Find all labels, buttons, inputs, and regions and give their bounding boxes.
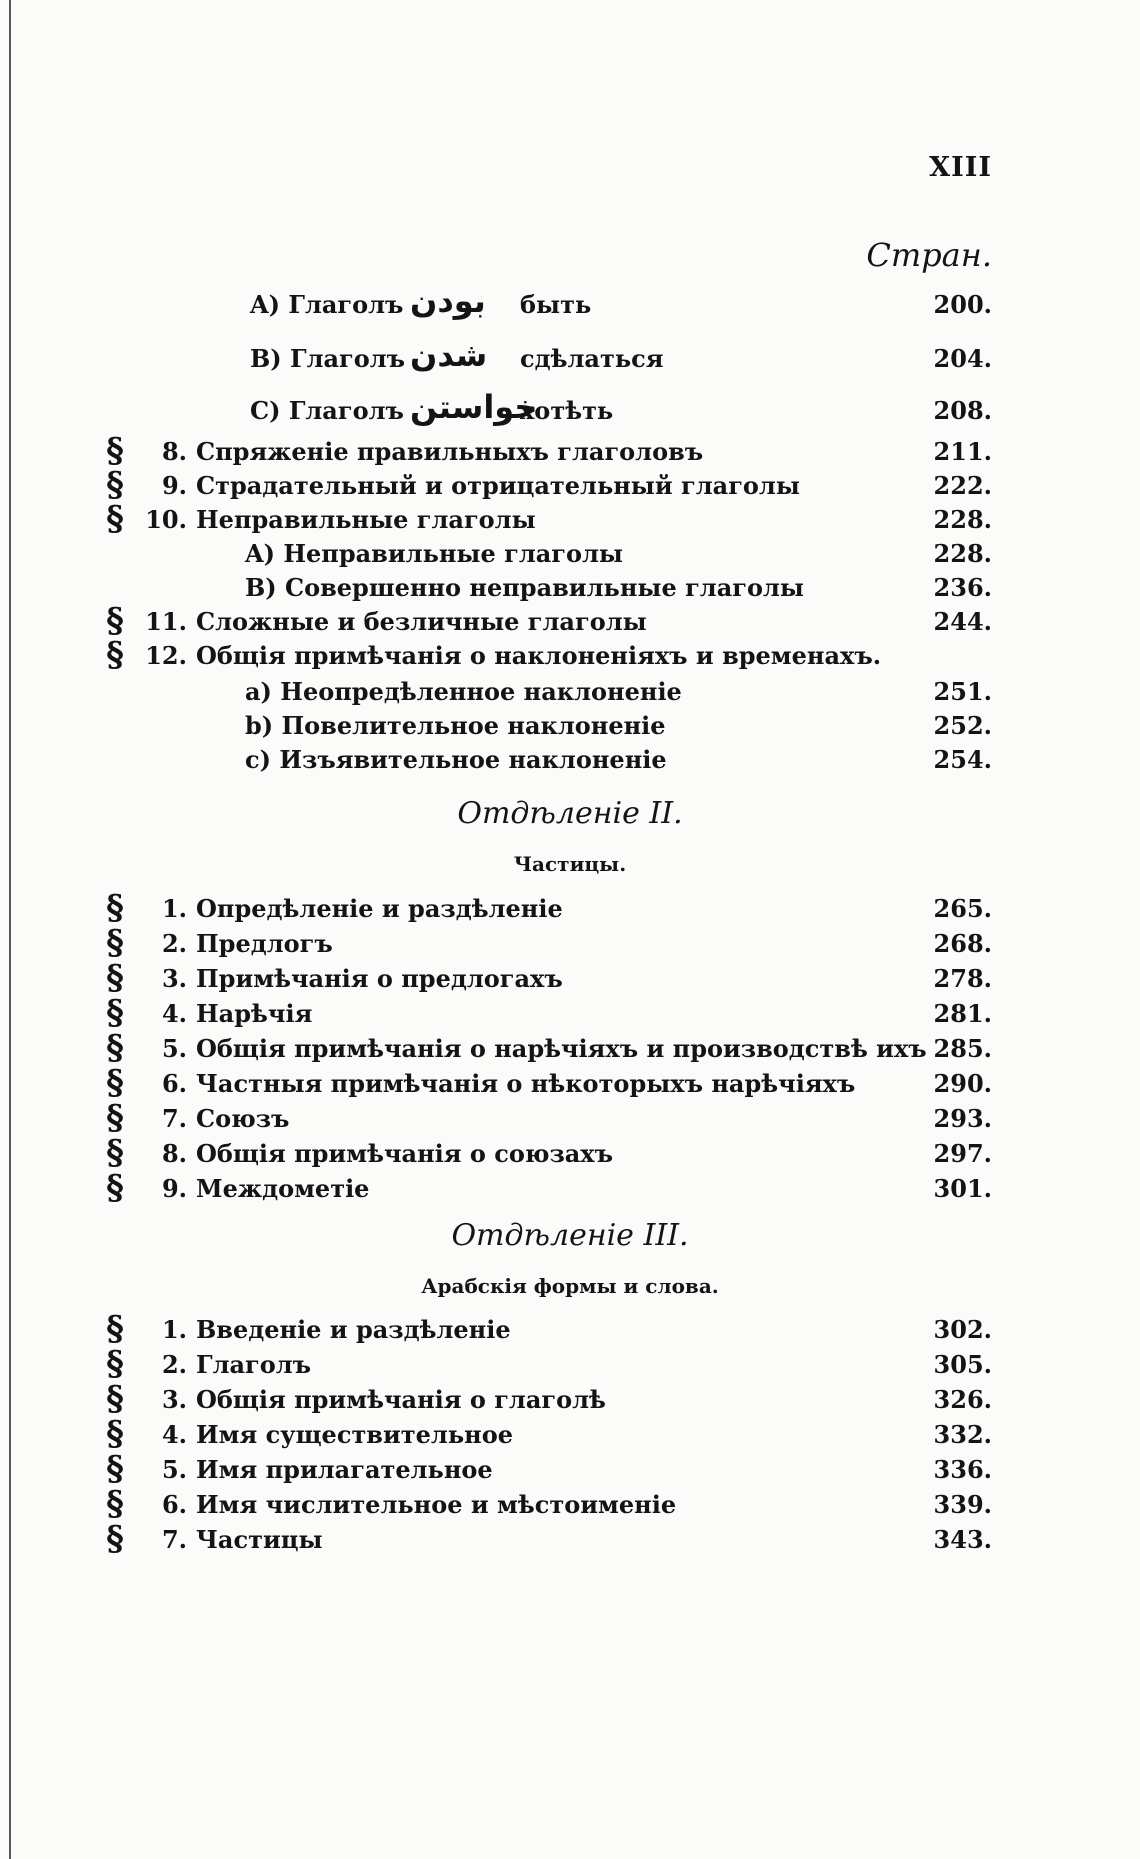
section-title: Союзъ (196, 1104, 290, 1133)
section-title: Имя прилагательное (196, 1455, 493, 1484)
section-number: 7. (161, 1525, 187, 1554)
section-number: 2. (161, 1350, 187, 1379)
subsection-title: A) Неправильные глаголы (245, 539, 623, 568)
page-ref: 208. (933, 396, 992, 425)
page-ref: 302. (933, 1315, 992, 1344)
verb-label: C) Глаголъ (250, 396, 404, 425)
toc-subrow (0, 573, 1140, 609)
section-sign: § (106, 1449, 124, 1489)
section-number: 1. (161, 1315, 187, 1344)
section-title: Междометіе (196, 1174, 370, 1203)
section-sign: § (106, 465, 124, 505)
division-subheading: Арабскія формы и слова. (421, 1274, 719, 1298)
page-ref: 222. (933, 471, 992, 500)
section-sign: § (106, 1519, 124, 1559)
verb-arabic: بودن (410, 282, 486, 320)
section-sign: § (106, 1168, 124, 1208)
toc-row (0, 993, 1140, 1035)
page-ref: 268. (933, 929, 992, 958)
section-title: Частицы (196, 1525, 323, 1554)
section-sign: § (106, 1028, 124, 1068)
section-sign: § (106, 1309, 124, 1349)
verb-row (0, 388, 1140, 432)
page-ref: 211. (933, 437, 992, 466)
toc-row (0, 888, 1140, 930)
section-sign: § (106, 1063, 124, 1103)
section-number: 7. (161, 1104, 187, 1133)
section-number: 9. (161, 471, 187, 500)
toc-row (0, 431, 1140, 473)
toc-row (0, 923, 1140, 965)
section-title: Имя существительное (196, 1420, 513, 1449)
verb-arabic: شدن (410, 336, 488, 374)
verb-arabic: خواستن (410, 388, 538, 426)
toc-row (0, 958, 1140, 1000)
section-number: 4. (161, 999, 187, 1028)
verb-gloss: быть (520, 290, 592, 319)
page-ref: 278. (933, 964, 992, 993)
section-sign: § (106, 1484, 124, 1524)
page-ref: 336. (933, 1455, 992, 1484)
page-ref: 326. (933, 1385, 992, 1414)
subsection-title: b) Повелительное наклоненіе (245, 711, 666, 740)
section-number: 6. (161, 1069, 187, 1098)
section-sign: § (106, 923, 124, 963)
section-sign: § (106, 1344, 124, 1384)
section-title: Примѣчанія о предлогахъ (196, 964, 563, 993)
section-title: Общія примѣчанія о нарѣчіяхъ и производствѣ ихъ (196, 1034, 927, 1063)
page-ref: 265. (933, 894, 992, 923)
toc-row (0, 1063, 1140, 1105)
toc-row (0, 1449, 1140, 1491)
section-title: Частныя примѣчанія о нѣкоторыхъ нарѣчіяхъ (196, 1069, 856, 1098)
verb-gloss: сдѣлаться (520, 344, 664, 373)
subsection-title: a) Неопредѣленное наклоненіе (245, 677, 682, 706)
page-ref: 228. (933, 505, 992, 534)
division-heading: Отдѣленіе III. (451, 1218, 689, 1253)
toc-row (0, 1379, 1140, 1421)
division-subheading: Частицы. (513, 852, 627, 876)
toc-row (0, 1098, 1140, 1140)
toc-subrow (0, 745, 1140, 781)
section-title: Неправильные глаголы (196, 505, 536, 534)
section-title: Общія примѣчанія о глаголѣ (196, 1385, 606, 1414)
page-ref: 252. (933, 711, 992, 740)
page-ref: 339. (933, 1490, 992, 1519)
section-number: 12. (145, 641, 187, 670)
section-title: Имя числительное и мѣстоименіе (196, 1490, 677, 1519)
toc-subrow (0, 539, 1140, 575)
section-sign: § (106, 1414, 124, 1454)
page-ref: 297. (933, 1139, 992, 1168)
section-title: Страдательный и отрицательный глаголы (196, 471, 800, 500)
page-ref: 281. (933, 999, 992, 1028)
page-ref: 301. (933, 1174, 992, 1203)
section-title: Общія примѣчанія о наклоненіяхъ и временахъ. (196, 641, 882, 670)
toc-row (0, 635, 1140, 677)
toc-row (0, 601, 1140, 643)
toc-row (0, 1519, 1140, 1561)
page-ref: 343. (933, 1525, 992, 1554)
page-ref: 293. (933, 1104, 992, 1133)
section-number: 8. (161, 437, 187, 466)
section-number: 6. (161, 1490, 187, 1519)
section-sign: § (106, 993, 124, 1033)
toc-row (0, 1309, 1140, 1351)
page-ref: 285. (933, 1034, 992, 1063)
section-number: 1. (161, 894, 187, 923)
section-number: 3. (161, 1385, 187, 1414)
page-ref: 228. (933, 539, 992, 568)
section-sign: § (106, 1379, 124, 1419)
page-ref: 290. (933, 1069, 992, 1098)
page-ref: 244. (933, 607, 992, 636)
section-title: Нарѣчія (196, 999, 313, 1028)
section-number: 8. (161, 1139, 187, 1168)
section-sign: § (106, 499, 124, 539)
subsection-title: B) Совершенно неправильные глаголы (245, 573, 804, 602)
toc-row (0, 1028, 1140, 1070)
toc-subrow (0, 677, 1140, 713)
verb-gloss: хотѣть (520, 396, 614, 425)
page-number: XIII (929, 152, 992, 183)
section-title: Глаголъ (196, 1350, 312, 1379)
section-number: 4. (161, 1420, 187, 1449)
section-number: 5. (161, 1455, 187, 1484)
section-title: Общія примѣчанія о союзахъ (196, 1139, 614, 1168)
toc-row (0, 1133, 1140, 1175)
page-ref: 251. (933, 677, 992, 706)
page-ref: 254. (933, 745, 992, 774)
page-ref: 332. (933, 1420, 992, 1449)
page-ref: 200. (933, 290, 992, 319)
toc-row (0, 1414, 1140, 1456)
subsection-title: c) Изъявительное наклоненіе (245, 745, 667, 774)
section-sign: § (106, 888, 124, 928)
section-sign: § (106, 635, 124, 675)
section-title: Сложные и безличные глаголы (196, 607, 647, 636)
section-title: Предлогъ (196, 929, 333, 958)
section-sign: § (106, 601, 124, 641)
page-ref: 305. (933, 1350, 992, 1379)
section-sign: § (106, 958, 124, 998)
section-title: Опредѣленіе и раздѣленіе (196, 894, 563, 923)
section-sign: § (106, 1133, 124, 1173)
section-number: 11. (145, 607, 187, 636)
page-ref: 204. (933, 344, 992, 373)
column-heading: Стран. (866, 236, 992, 274)
section-number: 5. (161, 1034, 187, 1063)
verb-label: B) Глаголъ (250, 344, 406, 373)
section-number: 9. (161, 1174, 187, 1203)
toc-row (0, 1168, 1140, 1210)
toc-row (0, 1484, 1140, 1526)
section-number: 10. (145, 505, 187, 534)
section-sign: § (106, 431, 124, 471)
toc-row (0, 465, 1140, 507)
section-number: 3. (161, 964, 187, 993)
section-title: Спряженіе правильныхъ глаголовъ (196, 437, 704, 466)
section-title: Введеніе и раздѣленіе (196, 1315, 511, 1344)
toc-row (0, 1344, 1140, 1386)
toc-subrow (0, 711, 1140, 747)
toc-row (0, 499, 1140, 541)
verb-row (0, 282, 1140, 326)
verb-row (0, 336, 1140, 380)
section-number: 2. (161, 929, 187, 958)
page-ref: 236. (933, 573, 992, 602)
verb-label: A) Глаголъ (250, 290, 404, 319)
section-sign: § (106, 1098, 124, 1138)
division-heading: Отдѣленіе II. (457, 796, 683, 831)
